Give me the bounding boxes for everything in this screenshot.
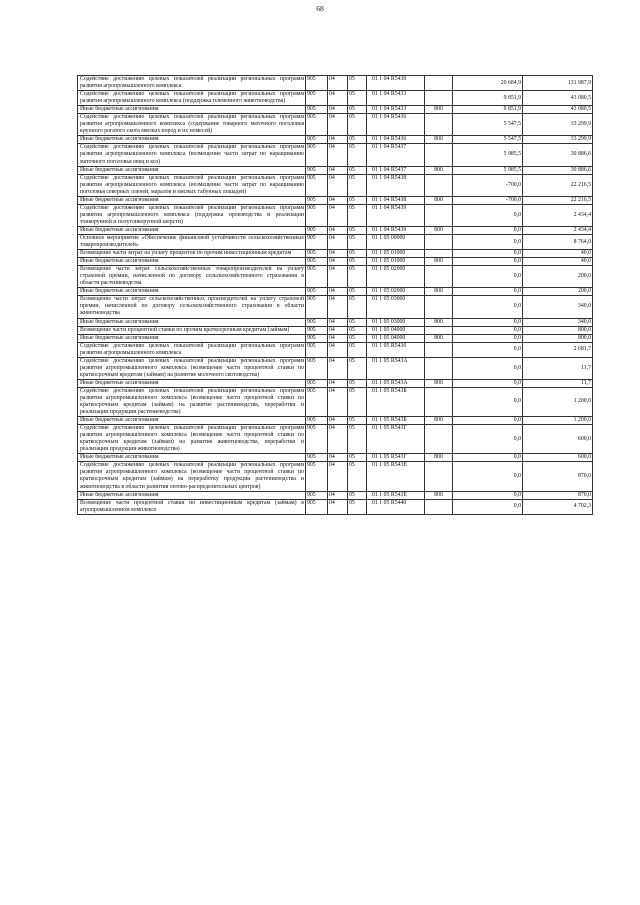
row-pr-code: 05 <box>348 226 367 234</box>
row-name: Возмещение части процентной ставки по инвестиционным кредитам (займам) в агропромышленном комплексе <box>78 499 306 514</box>
row-total-amount: 8 764,0 <box>523 234 593 249</box>
row-pr-code: 05 <box>348 204 367 226</box>
table-row <box>78 76 593 91</box>
row-rz-code: 04 <box>328 326 348 334</box>
row-pr-code: 05 <box>348 106 367 114</box>
row-change-amount: 0,0 <box>453 379 523 387</box>
row-vr-code <box>425 342 453 357</box>
row-csr-code: 01 1 04 R5437 <box>367 144 425 166</box>
row-vr-code: 800 <box>425 106 453 114</box>
row-vr-code: 800 <box>425 417 453 425</box>
row-gr-code: 905 <box>306 166 328 174</box>
row-total-amount: 2 434,4 <box>523 226 593 234</box>
row-change-amount: 0,0 <box>453 318 523 326</box>
table-body <box>78 76 593 515</box>
row-rz-code: 04 <box>328 491 348 499</box>
row-rz-code: 04 <box>328 425 348 454</box>
row-gr-code: 905 <box>306 425 328 454</box>
row-name: Возмещение части процентной ставки по прочим краткосрочным кредитам (займам) <box>78 326 306 334</box>
row-vr-code <box>425 250 453 258</box>
table-row <box>78 114 593 136</box>
row-gr-code: 905 <box>306 357 328 379</box>
row-name: Иные бюджетные ассигнования <box>78 136 306 144</box>
row-change-amount: 0,0 <box>453 425 523 454</box>
row-rz-code: 04 <box>328 357 348 379</box>
row-gr-code: 905 <box>306 76 328 91</box>
row-change-amount: 9 851,9 <box>453 91 523 106</box>
row-pr-code: 05 <box>348 342 367 357</box>
row-name: Содействие достижению целевых показателей реализации региональных программ развития агропромышленного комплекса (возмещение части затрат по наращиванию маточного поголовья овец и коз) <box>78 144 306 166</box>
row-gr-code: 905 <box>306 136 328 144</box>
table-row <box>78 106 593 114</box>
row-name: Содействие достижению целевых показателей реализации региональных программ развития агропромышленного комплекса <box>78 342 306 357</box>
row-pr-code: 05 <box>348 76 367 91</box>
row-rz-code: 04 <box>328 250 348 258</box>
row-pr-code: 05 <box>348 379 367 387</box>
table-row <box>78 174 593 196</box>
row-rz-code: 04 <box>328 296 348 318</box>
table-row <box>78 91 593 106</box>
row-pr-code: 05 <box>348 266 367 288</box>
table-row <box>78 417 593 425</box>
row-total-amount: 40,0 <box>523 258 593 266</box>
row-csr-code: 01 1 05 R5440 <box>367 499 425 514</box>
row-pr-code: 05 <box>348 174 367 196</box>
row-gr-code: 905 <box>306 387 328 416</box>
row-csr-code: 01 1 05 03000 <box>367 296 425 318</box>
row-vr-code: 800 <box>425 334 453 342</box>
row-vr-code: 800 <box>425 258 453 266</box>
row-name: Иные бюджетные ассигнования <box>78 334 306 342</box>
row-name: Основное мероприятие «Обеспечение финансовой устойчивости сельскохозяйственных товаропроизводителей» <box>78 234 306 249</box>
row-change-amount: 0,0 <box>453 462 523 491</box>
row-pr-code: 05 <box>348 288 367 296</box>
row-change-amount: 0,0 <box>453 250 523 258</box>
row-rz-code: 04 <box>328 106 348 114</box>
row-change-amount: 0,0 <box>453 266 523 288</box>
row-change-amount: 20 684,9 <box>453 76 523 91</box>
row-pr-code: 05 <box>348 334 367 342</box>
row-total-amount: 11,7 <box>523 357 593 379</box>
row-total-amount: 600,0 <box>523 425 593 454</box>
row-csr-code: 01 1 04 R5438 <box>367 196 425 204</box>
table-row <box>78 166 593 174</box>
row-change-amount: 0,0 <box>453 326 523 334</box>
row-rz-code: 04 <box>328 334 348 342</box>
row-total-amount: 22 216,5 <box>523 196 593 204</box>
row-csr-code: 01 1 05 R543Г <box>367 425 425 454</box>
row-total-amount: 800,0 <box>523 334 593 342</box>
row-rz-code: 04 <box>328 226 348 234</box>
row-total-amount: 340,0 <box>523 318 593 326</box>
row-gr-code: 905 <box>306 326 328 334</box>
row-vr-code <box>425 114 453 136</box>
table-row <box>78 326 593 334</box>
row-rz-code: 04 <box>328 196 348 204</box>
row-vr-code <box>425 76 453 91</box>
row-change-amount: 0,0 <box>453 454 523 462</box>
row-pr-code: 05 <box>348 326 367 334</box>
row-csr-code: 01 1 04 R5438 <box>367 174 425 196</box>
row-name: Возмещение части затрат на уплату процентов по прочим инвестиционным кредитам <box>78 250 306 258</box>
row-name: Содействие достижению целевых показателей реализации региональных программ развития агропромышленного комплекса (возмещение части процентной ставки по краткосрочным кредитам (займам) на развитие растениеводства, переработки и реализации продукции растениеводства) <box>78 387 306 416</box>
table-row <box>78 288 593 296</box>
table-row <box>78 334 593 342</box>
row-total-amount: 22 216,5 <box>523 174 593 196</box>
row-name: Иные бюджетные ассигнования <box>78 166 306 174</box>
table-row <box>78 144 593 166</box>
row-rz-code: 04 <box>328 288 348 296</box>
row-csr-code: 01 1 05 R543Б <box>367 417 425 425</box>
row-csr-code: 01 1 05 R543A <box>367 357 425 379</box>
row-csr-code: 01 1 05 R543Г <box>367 454 425 462</box>
row-vr-code <box>425 234 453 249</box>
row-csr-code: 01 1 05 02000 <box>367 288 425 296</box>
row-gr-code: 905 <box>306 499 328 514</box>
row-name: Содействие достижению целевых показателей реализации региональных программ развития агропромышленного комплекса (возмещение части затрат по наращиванию поголовья северных оленей, маралов и мясных табунных лошадей) <box>78 174 306 196</box>
row-gr-code: 905 <box>306 334 328 342</box>
row-vr-code <box>425 425 453 454</box>
row-vr-code <box>425 462 453 491</box>
row-change-amount: 0,0 <box>453 387 523 416</box>
row-total-amount: 131 987,9 <box>523 76 593 91</box>
row-change-amount: 0,0 <box>453 357 523 379</box>
row-rz-code: 04 <box>328 462 348 491</box>
row-csr-code: 01 1 05 04000 <box>367 334 425 342</box>
row-csr-code: 01 1 05 R543A <box>367 379 425 387</box>
table-row <box>78 387 593 416</box>
row-rz-code: 04 <box>328 144 348 166</box>
row-name: Содействие достижению целевых показателей реализации региональных программ развития агропромышленного комплекса (поддержка производства и реализации тонкорунной и полутонкорунной шерсти) <box>78 204 306 226</box>
row-rz-code: 04 <box>328 204 348 226</box>
row-csr-code: 01 1 04 R5436 <box>367 114 425 136</box>
row-change-amount: 0,0 <box>453 334 523 342</box>
row-csr-code: 01 1 05 01000 <box>367 250 425 258</box>
row-csr-code: 01 1 05 03000 <box>367 318 425 326</box>
row-vr-code <box>425 296 453 318</box>
table-row <box>78 462 593 491</box>
table-row <box>78 454 593 462</box>
row-csr-code: 01 1 05 02000 <box>367 266 425 288</box>
row-rz-code: 04 <box>328 342 348 357</box>
row-vr-code: 800 <box>425 196 453 204</box>
row-csr-code: 01 1 05 R543Е <box>367 462 425 491</box>
row-gr-code: 905 <box>306 234 328 249</box>
page-number: 68 <box>316 4 324 13</box>
row-total-amount: 43 080,5 <box>523 91 593 106</box>
row-name: Содействие достижению целевых показателей реализации региональных программ развития агропромышленного комплекса (поддержка племенного животноводства) <box>78 91 306 106</box>
row-pr-code: 05 <box>348 499 367 514</box>
row-name: Иные бюджетные ассигнования <box>78 196 306 204</box>
row-vr-code <box>425 326 453 334</box>
row-csr-code: 01 1 04 R5439 <box>367 204 425 226</box>
row-vr-code: 800 <box>425 288 453 296</box>
table-row <box>78 266 593 288</box>
row-rz-code: 04 <box>328 91 348 106</box>
table-row <box>78 296 593 318</box>
row-total-amount: 11,7 <box>523 379 593 387</box>
row-pr-code: 05 <box>348 234 367 249</box>
row-vr-code <box>425 266 453 288</box>
row-rz-code: 04 <box>328 258 348 266</box>
row-csr-code: 01 1 04 R5433 <box>367 91 425 106</box>
row-gr-code: 905 <box>306 379 328 387</box>
table-row <box>78 258 593 266</box>
row-change-amount: 9 851,9 <box>453 106 523 114</box>
row-pr-code: 05 <box>348 250 367 258</box>
row-pr-code: 05 <box>348 417 367 425</box>
row-gr-code: 905 <box>306 144 328 166</box>
table-row <box>78 136 593 144</box>
row-gr-code: 905 <box>306 204 328 226</box>
row-vr-code: 800 <box>425 454 453 462</box>
row-gr-code: 905 <box>306 250 328 258</box>
row-pr-code: 05 <box>348 144 367 166</box>
row-vr-code: 800 <box>425 226 453 234</box>
row-change-amount: -700,0 <box>453 174 523 196</box>
row-rz-code: 04 <box>328 136 348 144</box>
row-name: Иные бюджетные ассигнования <box>78 491 306 499</box>
table-row <box>78 250 593 258</box>
row-change-amount: 0,0 <box>453 234 523 249</box>
row-pr-code: 05 <box>348 318 367 326</box>
row-change-amount: 0,0 <box>453 226 523 234</box>
row-name: Иные бюджетные ассигнования <box>78 106 306 114</box>
row-name: Иные бюджетные ассигнования <box>78 379 306 387</box>
row-vr-code: 800 <box>425 318 453 326</box>
row-rz-code: 04 <box>328 114 348 136</box>
table-row <box>78 379 593 387</box>
row-name: Иные бюджетные ассигнования <box>78 318 306 326</box>
table-row <box>78 357 593 379</box>
row-name: Иные бюджетные ассигнования <box>78 288 306 296</box>
row-rz-code: 04 <box>328 174 348 196</box>
row-rz-code: 04 <box>328 234 348 249</box>
row-pr-code: 05 <box>348 296 367 318</box>
row-pr-code: 05 <box>348 462 367 491</box>
row-total-amount: 200,0 <box>523 266 593 288</box>
row-csr-code: 01 1 04 R5433 <box>367 106 425 114</box>
row-total-amount: 30 886,6 <box>523 144 593 166</box>
row-vr-code: 800 <box>425 491 453 499</box>
row-total-amount: 4 702,3 <box>523 499 593 514</box>
row-gr-code: 905 <box>306 296 328 318</box>
row-change-amount: 0,0 <box>453 288 523 296</box>
row-total-amount: 2 434,4 <box>523 204 593 226</box>
row-gr-code: 905 <box>306 174 328 196</box>
row-name: Содействие достижению целевых показателей реализации региональных программ развития агропромышленного комплекса (возмещение части процентной ставки по краткосрочным кредитам (займам) на переработку продукции растениеводства и животноводства в области развития оптово-распределительных центров) <box>78 462 306 491</box>
row-pr-code: 05 <box>348 114 367 136</box>
row-gr-code: 905 <box>306 462 328 491</box>
row-name: Содействие достижению целевых показателей реализации региональных программ развития агропромышленного комплекса <box>78 76 306 91</box>
row-gr-code: 905 <box>306 258 328 266</box>
row-name: Содействие достижению целевых показателей реализации региональных программ развития агропромышленного комплекса (возмещение части процентной ставки по краткосрочным кредитам (займам) на развитие молочного скотоводства) <box>78 357 306 379</box>
row-change-amount: 0,0 <box>453 204 523 226</box>
table-row <box>78 425 593 454</box>
row-vr-code <box>425 387 453 416</box>
row-rz-code: 04 <box>328 318 348 326</box>
row-vr-code: 800 <box>425 136 453 144</box>
row-total-amount: 33 299,9 <box>523 114 593 136</box>
row-rz-code: 04 <box>328 379 348 387</box>
row-csr-code: 01 1 05 R5430 <box>367 342 425 357</box>
row-rz-code: 04 <box>328 166 348 174</box>
row-pr-code: 05 <box>348 387 367 416</box>
row-name: Возмещение части затрат сельскохозяйственных производителей на уплату страховой премии, начисленной по договору сельскохозяйственного страхования в области животноводства <box>78 296 306 318</box>
row-total-amount: 43 080,5 <box>523 106 593 114</box>
table-row <box>78 491 593 499</box>
row-csr-code: 01 1 05 01000 <box>367 258 425 266</box>
table-row <box>78 499 593 514</box>
row-gr-code: 905 <box>306 491 328 499</box>
row-csr-code: 01 1 05 00000 <box>367 234 425 249</box>
row-gr-code: 905 <box>306 114 328 136</box>
row-change-amount: 0,0 <box>453 491 523 499</box>
row-pr-code: 05 <box>348 454 367 462</box>
row-change-amount: 5 547,5 <box>453 114 523 136</box>
row-pr-code: 05 <box>348 91 367 106</box>
row-gr-code: 905 <box>306 417 328 425</box>
row-gr-code: 905 <box>306 91 328 106</box>
table-row <box>78 318 593 326</box>
row-pr-code: 05 <box>348 196 367 204</box>
row-csr-code: 01 1 04 R5437 <box>367 166 425 174</box>
row-change-amount: 0,0 <box>453 296 523 318</box>
row-gr-code: 905 <box>306 266 328 288</box>
row-pr-code: 05 <box>348 425 367 454</box>
row-change-amount: -700,0 <box>453 196 523 204</box>
row-vr-code <box>425 204 453 226</box>
row-gr-code: 905 <box>306 226 328 234</box>
row-gr-code: 905 <box>306 196 328 204</box>
row-csr-code: 01 1 05 R543Е <box>367 491 425 499</box>
row-total-amount: 1 200,0 <box>523 417 593 425</box>
row-vr-code <box>425 174 453 196</box>
row-gr-code: 905 <box>306 342 328 357</box>
row-gr-code: 905 <box>306 288 328 296</box>
row-vr-code: 800 <box>425 166 453 174</box>
row-total-amount: 40,0 <box>523 250 593 258</box>
table-row <box>78 234 593 249</box>
row-rz-code: 04 <box>328 417 348 425</box>
row-total-amount: 340,0 <box>523 296 593 318</box>
row-csr-code: 01 1 05 04000 <box>367 326 425 334</box>
row-rz-code: 04 <box>328 266 348 288</box>
row-total-amount: 30 886,6 <box>523 166 593 174</box>
row-csr-code: 01 1 04 R5430 <box>367 76 425 91</box>
row-csr-code: 01 1 04 R5436 <box>367 136 425 144</box>
table-row <box>78 342 593 357</box>
row-name: Иные бюджетные ассигнования <box>78 226 306 234</box>
row-change-amount: 5 547,5 <box>453 136 523 144</box>
row-name: Иные бюджетные ассигнования <box>78 454 306 462</box>
row-gr-code: 905 <box>306 318 328 326</box>
row-rz-code: 04 <box>328 76 348 91</box>
row-csr-code: 01 1 04 R5439 <box>367 226 425 234</box>
row-rz-code: 04 <box>328 499 348 514</box>
row-total-amount: 870,0 <box>523 462 593 491</box>
row-gr-code: 905 <box>306 106 328 114</box>
row-vr-code <box>425 499 453 514</box>
row-change-amount: 0,0 <box>453 499 523 514</box>
row-total-amount: 870,0 <box>523 491 593 499</box>
row-pr-code: 05 <box>348 491 367 499</box>
budget-table <box>77 75 593 515</box>
row-name: Содействие достижению целевых показателей реализации региональных программ развития агропромышленного комплекса (содержание товарного маточного поголовья крупного рогатого скота мясных пород и их помесей) <box>78 114 306 136</box>
row-vr-code <box>425 144 453 166</box>
row-name: Иные бюджетные ассигнования <box>78 258 306 266</box>
row-pr-code: 05 <box>348 136 367 144</box>
row-pr-code: 05 <box>348 166 367 174</box>
table-row <box>78 196 593 204</box>
row-name: Возмещение части затрат сельскохозяйственных товаропроизводителей на уплату страховой премии, начисленной по договору сельскохозяйственного страхования в области растениеводства <box>78 266 306 288</box>
row-name: Содействие достижению целевых показателей реализации региональных программ развития агропромышленного комплекса (возмещение части процентной ставки по краткосрочным кредитам (займам) на развитие животноводства, переработки и реализации продукции животноводства) <box>78 425 306 454</box>
row-gr-code: 905 <box>306 454 328 462</box>
table-row <box>78 204 593 226</box>
row-total-amount: 1 200,0 <box>523 387 593 416</box>
row-vr-code <box>425 357 453 379</box>
row-change-amount: 5 985,5 <box>453 166 523 174</box>
row-vr-code: 800 <box>425 379 453 387</box>
row-pr-code: 05 <box>348 357 367 379</box>
row-change-amount: 0,0 <box>453 258 523 266</box>
row-total-amount: 2 681,7 <box>523 342 593 357</box>
row-csr-code: 01 1 05 R543Б <box>367 387 425 416</box>
row-total-amount: 33 299,9 <box>523 136 593 144</box>
table-row <box>78 226 593 234</box>
row-total-amount: 800,0 <box>523 326 593 334</box>
row-vr-code <box>425 91 453 106</box>
row-rz-code: 04 <box>328 454 348 462</box>
row-total-amount: 600,0 <box>523 454 593 462</box>
row-name: Иные бюджетные ассигнования <box>78 417 306 425</box>
row-change-amount: 5 985,5 <box>453 144 523 166</box>
row-change-amount: 0,0 <box>453 417 523 425</box>
row-change-amount: 0,0 <box>453 342 523 357</box>
row-pr-code: 05 <box>348 258 367 266</box>
row-rz-code: 04 <box>328 387 348 416</box>
row-total-amount: 200,0 <box>523 288 593 296</box>
